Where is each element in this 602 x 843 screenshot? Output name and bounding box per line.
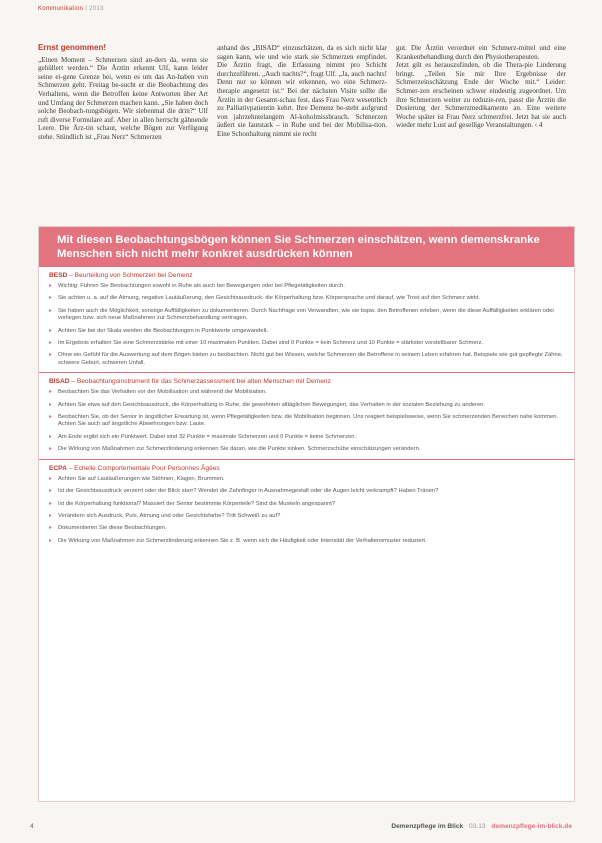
article-body [38, 44, 568, 150]
bullet-item: ▸ Sie achten u. a. auf die Atmung, negative Lautäußerung, den Gesichtsausdruck, die Körperhaltung bzw. Körpersprache und darauf, wie Trost auf den Schmerz wirkt. [47, 295, 564, 302]
page-number: 4 [30, 823, 34, 830]
article-column-2 [217, 44, 387, 150]
infobox-sections [39, 267, 574, 545]
bullet-item: ▸ Ohne ein Gefühl für die Auswertung auf dem Bögen bieten zu beobachten. Nicht gut bei Wissen, welche Schmerzen die Betroffene in seinem Leben erfahren hat. Beispiele wie gut gepflegte Zähne, schwere Geburt, schweren Unfall. [47, 352, 564, 367]
section-title [39, 267, 574, 283]
bullet-item: ▸ Sie haben auch die Möglichkeit, sonstige Auffälligkeiten zu dokumentieren. Durch Nachfrage von Verwandten, wie sie bspw. den Betroffenen erleben, wenn die diese Auffälligkeiten erklären oder vorliegen bzw. sich neue Maßnahmen zur Schmerzbehandlung vertragen. [47, 308, 564, 323]
header-section-label [38, 6, 104, 12]
infobox [38, 226, 575, 802]
issue-number: 03.13 [469, 823, 486, 830]
section-acronym: BESD [49, 272, 68, 279]
article-subhead: Ernst genommen! [38, 43, 107, 52]
infobox-title: Mit diesen Beobachtungsbögen können Sie Schmerzen einschätzen, wenn demenskranke Menschen sich nicht mehr konkret ausdrücken können [39, 227, 574, 267]
infobox-section-ecpa [39, 459, 574, 545]
section-description: – Beobachtungsinstrument für das Schmerzassessment bei alten Menschen mit Demenz [71, 378, 331, 386]
bullet-item: ▸ Ist die Körperhaltung funktional? Massiert der Senior bestimmte Körperteile? Sind die Muskeln angespannt? [47, 501, 564, 508]
footer-publication-info [391, 823, 572, 830]
article-column-1 [38, 44, 208, 150]
article-paragraph: gut. Die Ärztin verordnet ein Schmerz-mittel und eine Krankenbehandlung durch den Physiotherapeuten. Jetzt gilt es herauszufinden, ob die Thera-pie Linderung bringt. „Teilen Sie mir Ihre Ergebnisse der Schmerzeinschätzung Ende der Woche mit.“ Leider: Schmer-zen erscheinen schwer eindeutig zugeordnet. Um ihre Schmerzen weiter zu reduzie-ren, passt die Ärztin die Dosierung der Schmerzmedikamente an. Eine weitere Woche später ist Frau Nerz schmerzfrei. Jetzt hat sie auch wieder mehr Lust auf gesellige Veranstaltungen. ‹ 4 [396, 44, 566, 130]
bullet-item: ▸ Die Wirkung von Maßnahmen zur Schmerzlinderung erkennen Sie daran, wie die Punkte sinken. Schmerzschübe einschätzungen verändern. [47, 446, 564, 453]
article-column-3 [396, 44, 566, 150]
bullet-item: ▸ Am Ende ergibt sich ein Punktwert. Dabei sind 32 Punkte = maximale Schmerzen und 0 Punkte = keine Schmerzen. [47, 434, 564, 441]
bullet-item: ▸ Beobachten Sie, ob der Senior in ängstlicher Erwartung ist, wenn Pflegetätigkeiten bzw. die Mobilisation beginnen. Uns reagiert beispielsweise, wenn Sie schmerzenden Bereichen nahe kommen. Achten Sie auch auf ängstliche Abwehrungen bzw. Laute. [47, 414, 564, 429]
publication-name: Demenzpflege im Blick [391, 823, 464, 830]
bullet-item: ▸ Im Ergebnis erhalten Sie eine Schmerzstärke mit einer 10 maximalen Punkten. Dabei sind 0 Punkte = kein Schmerz und 10 Punkte = stärkster vorstellbarer Schmerz. [47, 340, 564, 347]
bullet-list [47, 389, 564, 453]
article-paragraph: „Einen Moment – Schmerzen sind an-ders da, wenn sie gehüllert werden.“ Die Ärztin erkennt Ulf, kann leider seine ei-gene Grenze bei, wenn es um das An-haben von Schmerzen geht. Freitag be-sucht er die Beobachtung des Verhaltens, wenn die Betroffen keine Antworten über Art und Umfang der Schmerzen machen kann. „Sie haben doch solche Beobach-tungsbögen. Wir siebenmal die drin?“ Ulf ruft diverse Formulare auf. Aber in allen herrscht gähnende Leere. Die Ärz-tin schaut, welche Bögen zur Verfügung stehe. Stündlich ist „Frau Nerz“ Schmerzen [38, 55, 208, 141]
bullet-list [47, 283, 564, 367]
header-subsection: I 2013 [85, 6, 104, 12]
section-acronym: ECPA [49, 464, 67, 472]
section-description: – Echelle Comportementale Pour Personnes Âgées [68, 464, 220, 472]
section-acronym: BISAD [49, 378, 70, 386]
website-link[interactable]: demenzpflege-im-blick.de [491, 823, 572, 830]
bullet-item: ▸ Achten Sie etwa auf den Gesichtsausdruck, die Körperhaltung in Ruhe, die gewohnten alltäglichen Bewegungen, das Verhalten in der sozialen Beziehung zu anderen. [47, 402, 564, 409]
bullet-item: ▸ Verändern sich Ausdruck, Puls, Atmung und oder Gesichtsfarbe? Tritt Schweiß zu auf? [47, 513, 564, 520]
bullet-item: ▸ Achten Sie auf Lautäußerungen wie Stöhnen, Klagen, Brummen. [47, 476, 564, 483]
bullet-item: ▸ Die Wirkung von Maßnahmen zur Schmerzlinderung erkennen Sie z. B. wenn sich die Häufigkeit oder Intensität der Verhaltensmuster reduziert. [47, 538, 564, 545]
page-footer [30, 823, 572, 835]
section-description: – Beurteilung von Schmerzen bei Demenz [69, 272, 193, 279]
bullet-item: ▸ Beobachten Sie das Verhalten vor der Mobilisation und während der Mobilisation. [47, 389, 564, 396]
bullet-item: ▸ Ist der Gesichtsausdruck verzerrt oder der Blick starr? Wendet die Zahnfinger in Ausnahmegestalt oder die Augen leicht verkrampft? Haben Tränen? [47, 488, 564, 495]
section-title [39, 459, 574, 476]
bullet-item: ▸ Dokumentieren Sie diese Beobachtungen. [47, 525, 564, 532]
article-paragraph: anhand des „BISAD“ einzuschätzen, da es sich nicht klar sagen kann, wie und wie stark sie Schmerzen empfindet. Die Ärztin fragt, die Erfassung nimmt pro Schicht durchzuführen. „Auch nachts?“, fragt Ulf. „Ja, auch nachts! Denn nur so können wir erkennen, wo eine Schmerz-therapie angesetzt ist.“ Bei der nächsten Visite sollte die Ärztin in der Gesamt-schau fest, dass Frau Nerz wesentlich zu Palliativpatientin kehrt. Ihre Demenz be-steht aufgrund von jahrzehntelangem Al-koholmissbrauch. Schmerzen äußert sie lautstark – in Ruhe und bei der Mobilisa-tion. Eine Schonhaltung nimmt sie recht [217, 44, 387, 138]
infobox-section-besd [39, 267, 574, 367]
bullet-list [47, 476, 564, 545]
section-title [39, 372, 574, 389]
header-section: Kommunikation [38, 6, 84, 12]
bullet-item: ▸ Achten Sie bei der Skala werden die Beobachtungen in Punktwerte umgewandelt. [47, 328, 564, 335]
bullet-item: ▸ Wichtig: Führen Sie Beobachtungen sowohl in Ruhe als auch bei Bewegungen oder bei Pflegetätigkeiten durch. [47, 283, 564, 290]
infobox-section-bisad [39, 372, 574, 453]
